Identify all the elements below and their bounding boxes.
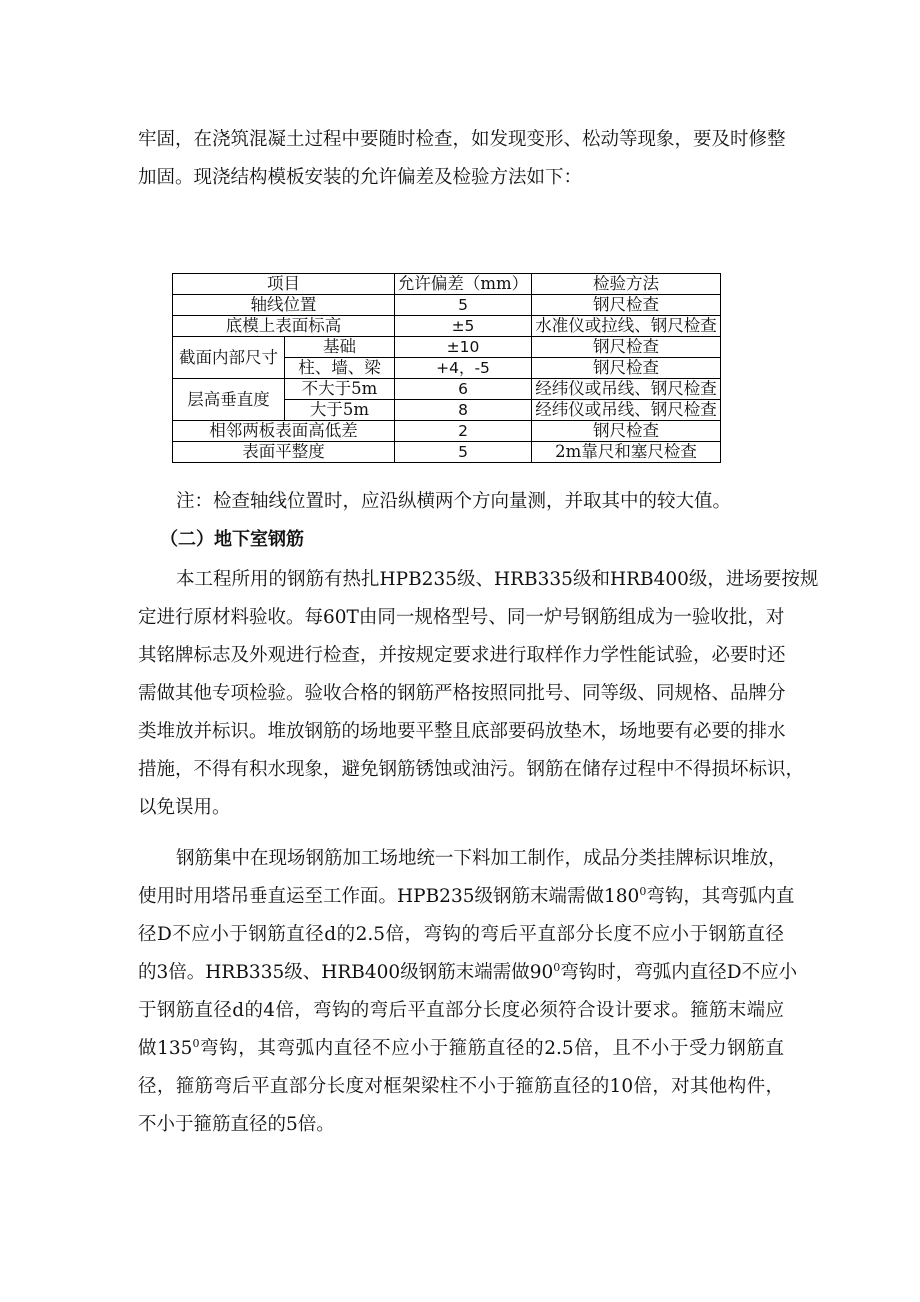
para2-text: 弯钩，其弯弧内直 [646, 886, 795, 907]
para2-line [138, 1037, 784, 1061]
cell-method: 钢尺检查 [532, 358, 721, 379]
para2-line: 径，箍筋弯后平直部分长度对框架梁柱不小于箍筋直径的10倍，对其他构件， [138, 1076, 784, 1097]
cell-item: 表面平整度 [173, 442, 395, 463]
degree-superscript: 0 [639, 885, 647, 898]
para2-text: 的3倍。HRB335级、HRB400级钢筋末端需做90 [138, 962, 554, 983]
table-row [173, 442, 721, 463]
cell-item: 底模上表面标高 [173, 316, 395, 337]
table-row [173, 337, 721, 358]
cell-method: 水准仪或拉线、钢尺检查 [532, 316, 721, 337]
cell-tolerance: 5 [395, 442, 532, 463]
cell-tolerance: 6 [395, 379, 532, 400]
table-row [173, 421, 721, 442]
cell-tolerance: +4，-5 [395, 358, 532, 379]
cell-item: 轴线位置 [173, 295, 395, 316]
cell-method: 经纬仪或吊线、钢尺检查 [532, 400, 721, 421]
cell-tolerance: 2 [395, 421, 532, 442]
table-header-row [173, 274, 721, 295]
para2-text: 使用时用塔吊垂直运至工作面。HPB235级钢筋末端需做180 [138, 886, 640, 907]
table-row [173, 295, 721, 316]
cell-method: 钢尺检查 [532, 337, 721, 358]
table-row [173, 379, 721, 400]
para2-line [138, 961, 798, 985]
cell-method: 钢尺检查 [532, 421, 721, 442]
para1-line: 其铭牌标志及外观进行检查，并按规定要求进行取样作力学性能试验，必要时还 [138, 645, 786, 666]
header-tolerance: 允许偏差（mm） [395, 274, 532, 295]
degree-superscript: 0 [553, 961, 561, 974]
cell-sub: 柱、墙、梁 [285, 358, 395, 379]
para2-line [138, 885, 795, 909]
table-note: 注：检查轴线位置时，应沿纵横两个方向量测，并取其中的较大值。 [176, 491, 732, 512]
para2-text: 弯钩时，弯弧内直径D不应小 [560, 962, 798, 983]
para1-line: 措施，不得有积水现象，避免钢筋锈蚀或油污。钢筋在储存过程中不得损坏标识， [138, 759, 805, 780]
para2-line: 于钢筋直径d的4倍，弯钩的弯后平直部分长度必须符合设计要求。箍筋末端应 [138, 1000, 784, 1021]
cell-method: 2m靠尺和塞尺检查 [532, 442, 721, 463]
para2-text: 做135 [138, 1038, 193, 1059]
cell-group: 截面内部尺寸 [173, 337, 285, 379]
para1-line: 类堆放并标识。堆放钢筋的场地要平整且底部要码放垫木，场地要有必要的排水 [138, 721, 786, 742]
cell-tolerance: ±5 [395, 316, 532, 337]
para2-text: 弯钩，其弯弧内直径不应小于箍筋直径的2.5倍，且不小于受力钢筋直 [199, 1038, 784, 1059]
table-row [173, 316, 721, 337]
tolerance-table [172, 273, 721, 463]
cell-tolerance: 8 [395, 400, 532, 421]
para2-line: 径D不应小于钢筋直径d的2.5倍，弯钩的弯后平直部分长度不应小于钢筋直径 [138, 924, 784, 945]
header-item: 项目 [173, 274, 395, 295]
cell-group: 层高垂直度 [173, 379, 285, 421]
para1-line: 定进行原材料验收。每60T由同一规格型号、同一炉号钢筋组成为一验收批，对 [138, 607, 785, 628]
cell-method: 经纬仪或吊线、钢尺检查 [532, 379, 721, 400]
cell-sub: 不大于5m [285, 379, 395, 400]
intro-line-1: 牢固，在浇筑混凝土过程中要随时检查，如发现变形、松动等现象，要及时修整 [138, 129, 786, 150]
cell-tolerance: 5 [395, 295, 532, 316]
degree-superscript: 0 [192, 1037, 200, 1050]
para1-line: 以免误用。 [138, 797, 231, 818]
cell-sub: 基础 [285, 337, 395, 358]
header-method: 检验方法 [532, 274, 721, 295]
para1-line: 本工程所用的钢筋有热扎HPB235级、HRB335级和HRB400级，进场要按规 [176, 569, 819, 590]
cell-tolerance: ±10 [395, 337, 532, 358]
cell-sub: 大于5m [285, 400, 395, 421]
para2-line: 不小于箍筋直径的5倍。 [138, 1114, 335, 1135]
cell-method: 钢尺检查 [532, 295, 721, 316]
cell-item: 相邻两板表面高低差 [173, 421, 395, 442]
intro-line-2: 加固。现浇结构模板安装的允许偏差及检验方法如下： [138, 167, 583, 188]
section-heading: （二）地下室钢筋 [160, 529, 304, 550]
para2-line: 钢筋集中在现场钢筋加工场地统一下料加工制作，成品分类挂牌标识堆放， [176, 848, 787, 869]
para1-line: 需做其他专项检验。验收合格的钢筋严格按照同批号、同等级、同规格、品牌分 [138, 683, 786, 704]
